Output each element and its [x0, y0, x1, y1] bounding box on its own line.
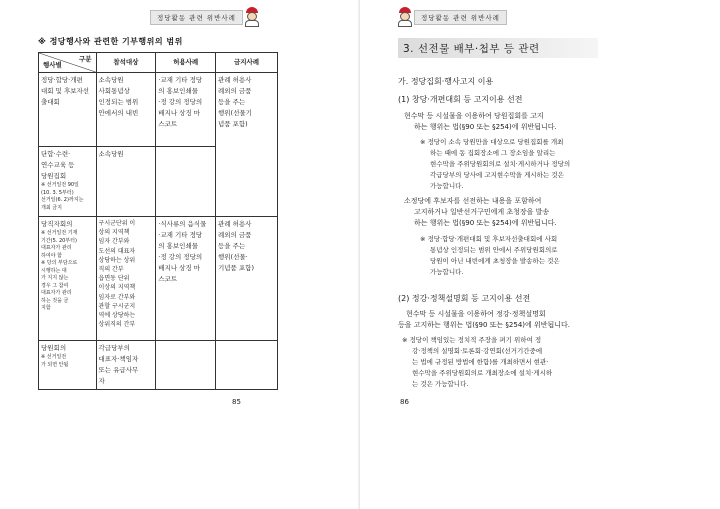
left-running-head	[150, 6, 261, 28]
event-cell: 단합·수련· 연수교육 등 당원집회 ※ 선거일전 90일 (10. 3. 5부터) 선거일(6. 2)까지는 개최 금지	[39, 147, 97, 217]
event-cell: 당원회의 ※ 선거일전 가 되면 안됨	[39, 341, 97, 390]
allowed-cell	[156, 341, 216, 390]
page-number-right: 86	[400, 398, 409, 406]
participants-cell: 소속당원 사회통념상 인정되는 범위 안에서의 내빈	[96, 73, 156, 147]
allowed-cell: ·교재 기타 정당 의 홍보인쇄물 ·정 강의 정당의 배지나 상징 마 스코트	[156, 73, 216, 147]
donation-range-table	[38, 52, 278, 390]
event-cell: 정당·합당·개편 대회 및 후보자선출대회	[39, 73, 97, 147]
diagonal-header-cell	[39, 53, 97, 73]
header-allowed: 허용사례	[156, 53, 216, 73]
running-head-label: 정당활동 관련 위반사례	[414, 10, 507, 25]
header-prohibited: 금지사례	[216, 53, 278, 73]
item1-note2: ※ 정당·합당·개편대회 및 후보자선출대회에 사회 통념상 인정되는 범위 안에서 주위당원회의로 당원이 아닌 내빈에게 초청장을 발송하는 것은 가능합니다.	[420, 235, 560, 276]
section-title: ※ 정당행사와 관련한 기부행위의 범위	[38, 37, 183, 46]
chapter-title: 3. 선전물 배부·첩부 등 관련	[398, 38, 598, 58]
item1-note1: ※ 정당이 소속 당원만을 대상으로 당원집회를 개최 하는 때에 동 집회장소에 그 장소임을 알리는 현수막을 주위당원회의로 설치·게시하거나 정당의 각급당부의 당사에 고지현수막을 게시하는 것은 가능합니다.	[420, 138, 571, 190]
table-row	[39, 73, 278, 147]
item2-text: 현수막 등 시설물을 이용하여 정강·정책설명회 등을 고지하는 행위는 법(§90 또는 §254)에 위반됩니다.	[398, 310, 571, 329]
event-cell: 당직자회의 ※ 선거일전 기재 기간(5. 20부터) 대표자가 관리 하여야 함 ※ 당의 부담으로 시행하는 대 가 지지 않는 경우 그 참여 대표자가 관리 하는 것을 금 지함	[39, 217, 97, 341]
header-participants: 참석대상	[96, 53, 156, 73]
item2-title: (2) 정강·정책설명회 등 고지이용 선전	[398, 294, 531, 303]
running-head-label: 정당활동 관련 위반사례	[150, 10, 243, 25]
item1-bullet2: 소정당에 후보자를 선전하는 내용을 포함하여 고지하거나 일반선거구민에게 초청장을 발송 하는 행위는 법(§90 또는 §254)에 위반됩니다.	[404, 197, 557, 227]
participants-cell: 구시군단위 이 상의 지역책 임자 간부와 도선의 대표자 상당하는 상위 직의 간부 읍면동 단위 이상의 지역책 임자로 간부와 관할 구시군지 역에 상당하는 상위직의 간부	[96, 217, 156, 341]
allowed-cell	[156, 147, 216, 217]
header-category: 구분	[78, 55, 92, 63]
page-number-left: 85	[232, 398, 241, 406]
table-row	[39, 217, 278, 341]
item1-title: (1) 창당·개편대회 등 고지이용 선전	[398, 95, 523, 104]
allowed-cell: ·식사류의 음식물 ·교재 기타 정당 의 홍보인쇄물 ·정 강의 정당의 배지나 상징 마 스코트	[156, 217, 216, 341]
prohibited-cell: 관례 허용사 례외의 금품 등을 주는 행위(선물기 념품 포함)	[216, 73, 278, 217]
right-running-head	[396, 6, 507, 28]
participants-cell: 소속당원	[96, 147, 156, 217]
prohibited-cell	[216, 341, 278, 390]
table-header-row	[39, 53, 278, 73]
item2-note: ※ 정당이 책임있는 정치적 주장을 펴기 위하여 정 강·정책의 설명회·토론회·강연회(선거기간중에 는 법에 규정된 방법에 한함)를 개최하면서 현관· 현수막을 주위당원회의로 개최장소에 설치·게시하 는 것은 가능합니다.	[402, 336, 553, 388]
header-event: 행사별	[43, 61, 62, 69]
prohibited-cell: 관례 허용사 례외의 금품 등을 주는 행위(선물· 기념품 포함)	[216, 217, 278, 341]
item1-bullet1: 현수막 등 시설물을 이용하여 당원집회를 고지 하는 행위는 법(§90 또는 §254)에 위반됩니다.	[404, 112, 557, 131]
table-row	[39, 341, 278, 390]
mascot-icon	[243, 7, 261, 27]
mascot-icon	[396, 7, 414, 27]
subsection-title: 가. 정당집회·행사고지 이용	[398, 77, 494, 86]
participants-cell: 각급당부의 대표자·책임자 또는 유급사무 자	[96, 341, 156, 390]
